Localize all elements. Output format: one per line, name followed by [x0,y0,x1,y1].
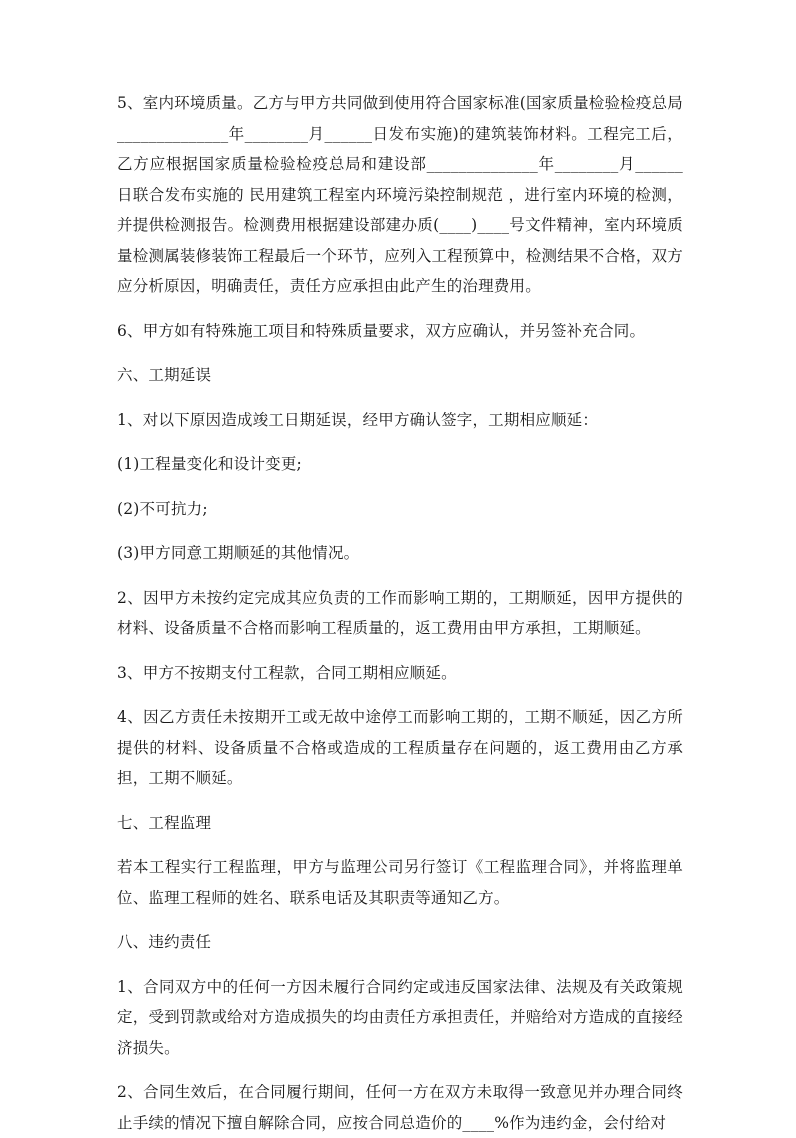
paragraph-gap [117,794,683,808]
list-item-other-situations: (3)甲方同意工期顺延的其他情况。 [117,544,360,562]
paragraph-breach-liability: 1、合同双方中的任何一方因未履行合同约定或违反国家法律、法规及有关政策规定，受到罚款或给对方造成损失的均由责任方承担责任，并赔给对方造成的直接经济损失。 [117,977,683,1057]
document-page [117,88,683,1138]
paragraph-party-b-delay: 4、因乙方责任未按期开工或无故中途停工而影响工期的，工期不顺延，因乙方所提供的材料、设备质量不合格或造成的工程质量存在问题的，返工费用由乙方承担，工期不顺延。 [117,708,683,787]
paragraph-gap [117,435,683,449]
section-heading-breach: 八、违约责任 [117,933,212,951]
paragraph-indoor-environment-quality: 5、室内环境质量。乙方与甲方共同做到使用符合国家标准(国家质量检验检疫总局______________年________月______日发布实施)的建筑装饰材料。工程完工后，乙方应根据国家质量检验检疫总局和建设部______________年________月______日联合发布实施的 民用建筑工程室内环境污染控制规范 ，进行室内环境的检测，并提供检测报告。检测费用根据建设部建办质(____)____号文件精神，室内环境质量检测属装修装饰工程最后一个环节，应列入工程预算中，检测结果不合格，双方应分析原因，明确责任，责任方应承担由此产生的治理费用。 [117,94,683,295]
paragraph-payment-delay: 3、甲方不按期支付工程款，合同工期相应顺延。 [117,663,457,682]
paragraph-gap [117,480,683,494]
paragraph-gap [117,958,683,972]
paragraph-gap [117,346,683,360]
paragraph-gap [117,913,683,927]
paragraph-gap [117,1063,683,1077]
paragraph-delay-causes: 1、对以下原因造成竣工日期延误，经甲方确认签字，工期相应顺延： [117,410,599,429]
paragraph-supervision: 若本工程实行工程监理，甲方与监理公司另行签订《工程监理合同》，并将监理单位、监理工程师的姓名、联系电话及其职责等通知乙方。 [117,858,683,907]
paragraph-gap [117,644,683,658]
paragraph-special-requirements: 6、甲方如有特殊施工项目和特殊质量要求，双方应确认，并另签补充合同。 [117,321,646,340]
paragraph-gap [117,688,683,702]
section-heading-delay: 六、工期延误 [117,366,212,384]
paragraph-gap [117,838,683,852]
section-heading-supervision: 七、工程监理 [117,813,212,832]
paragraph-termination-penalty: 2、合同生效后，在合同履行期间，任何一方在双方未取得一致意见并办理合同终止手续的情况下擅自解除合同，应按合同总造价的____%作为违约金，会付给对 [117,1083,683,1132]
list-item-force-majeure: (2)不可抗力; [117,499,208,518]
list-item-design-change: (1)工程量变化和设计变更; [117,455,302,473]
paragraph-gap [117,302,683,316]
paragraph-gap [117,569,683,583]
paragraph-gap [117,524,683,538]
paragraph-gap [117,391,683,405]
paragraph-party-a-delay: 2、因甲方未按约定完成其应负责的工作而影响工期的，工期顺延，因甲方提供的材料、设备质量不合格而影响工程质量的，返工费用由甲方承担，工期顺延。 [117,588,683,637]
